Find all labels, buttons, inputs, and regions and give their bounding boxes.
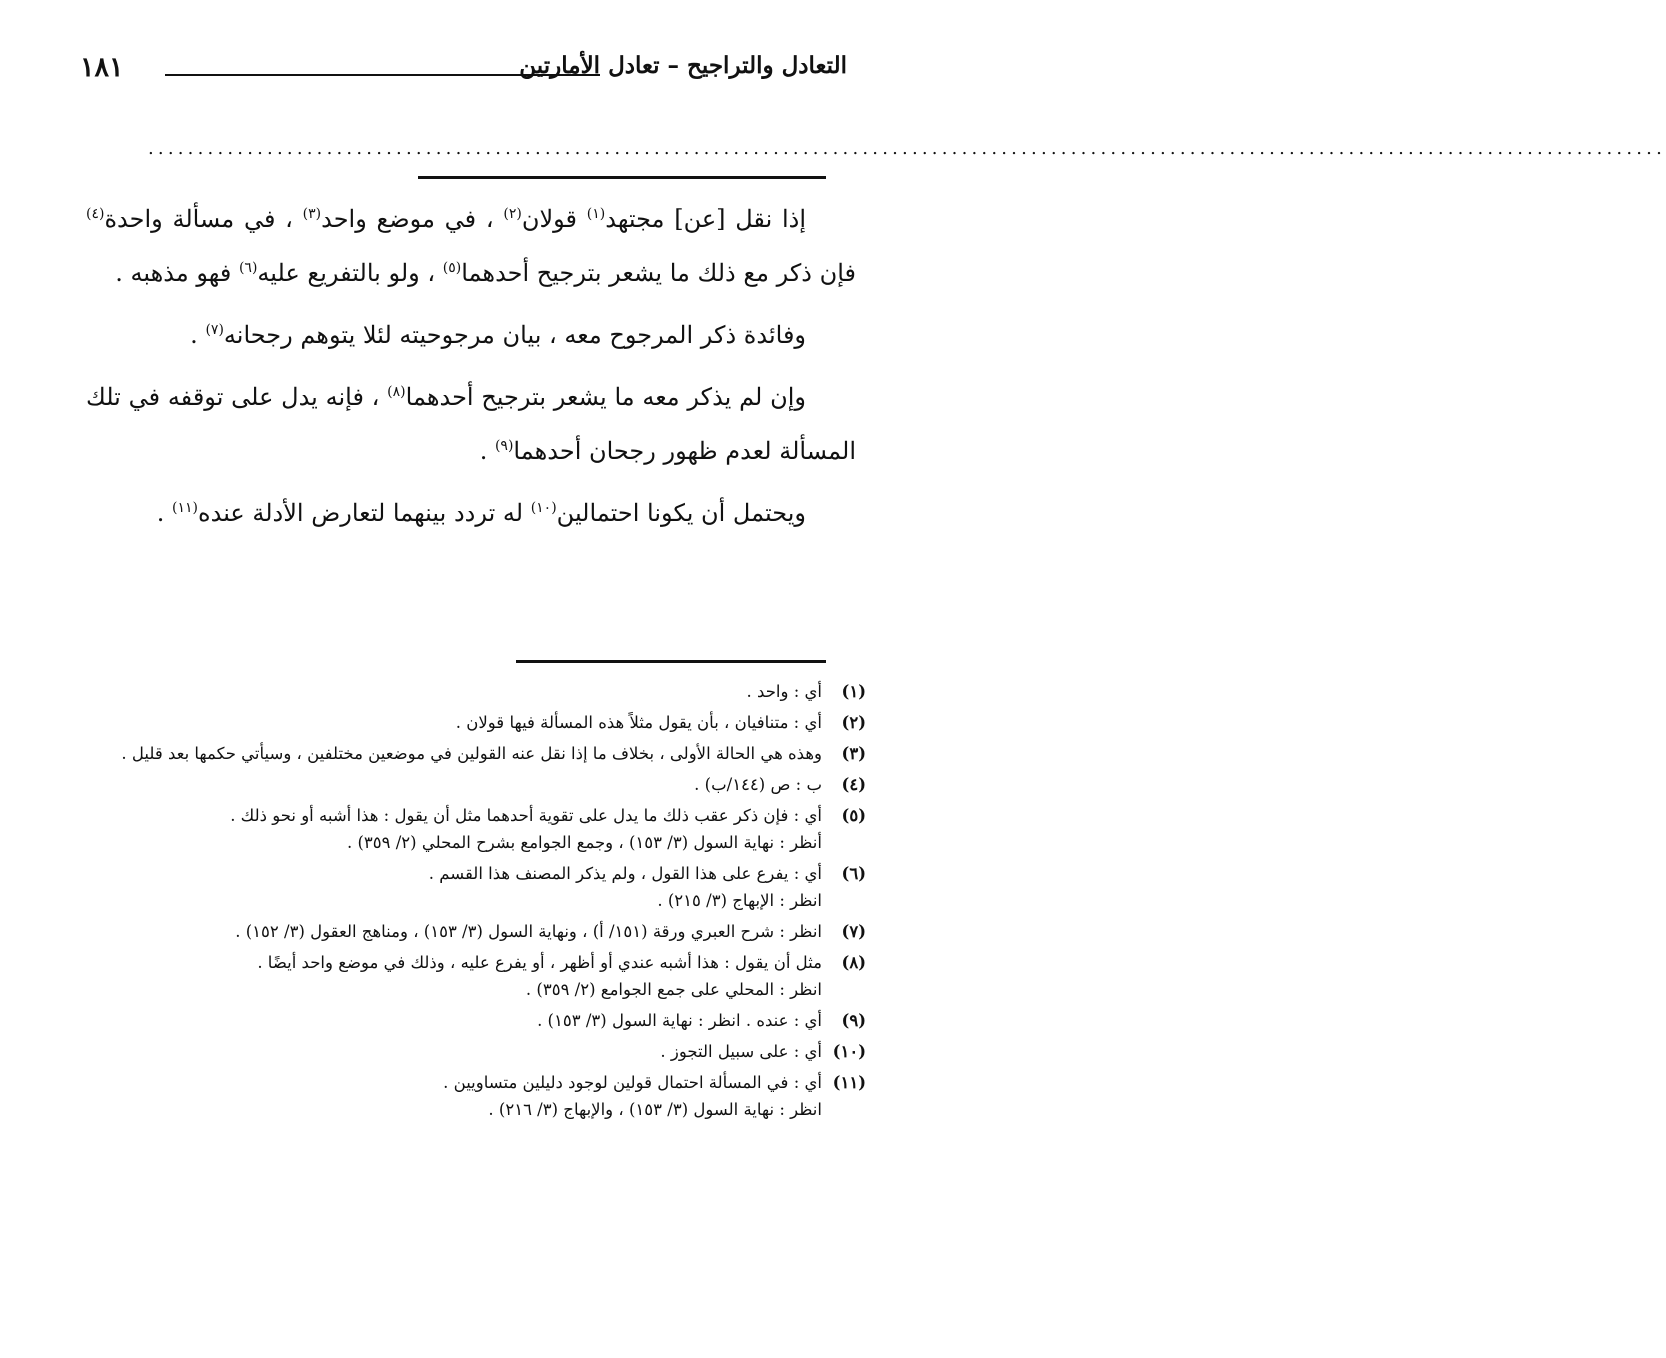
footnote-text [96,678,822,705]
paragraph-text: ويحتمل أن يكونا احتمالين [556,499,806,527]
footnote-line: أي : فإن ذكر عقب ذلك ما يدل على تقوية أحدهما مثل أن يقول : هذا أشبه أو نحو ذلك . [230,806,822,825]
paragraph-text: ، ولو بالتفريع عليه [257,259,443,287]
footnote-number: (١) [841,682,866,701]
main-text [86,192,856,548]
body-paragraph [86,486,856,540]
footnote [96,1038,866,1065]
footnote-text [96,949,822,1003]
running-header-title: التعادل والتراجيح – تعادل الأمارتين [519,52,847,79]
footnote-text [96,1007,822,1034]
section-rule [418,176,826,179]
footnote [96,802,866,856]
paragraph-text: ، في موضع واحد [321,205,504,233]
footnote-line: أي : يفرع على هذا القول ، ولم يذكر المصنف هذا القسم . [428,864,822,883]
paragraph-text: . [190,321,206,349]
footnote-text [96,918,822,945]
footnote-line: أي : على سبيل التجوز . [660,1042,822,1061]
footnote-number: (٩) [841,1011,866,1030]
paragraph-text: فإن ذكر مع ذلك ما يشعر بترجيح أحدهما [461,259,856,287]
footnote-text [96,1038,822,1065]
paragraph-text: قولان [521,205,587,233]
footnotes [96,678,866,1127]
footnote-number: (٣) [841,744,866,763]
footnote [96,1069,866,1123]
footnote-line: أنظر : نهاية السول (٣/ ١٥٣) ، وجمع الجوامع بشرح المحلي (٢/ ٣٥٩) . [346,833,822,852]
footnote-text [96,740,822,767]
paragraph-text: ، فإنه يدل على توقفه في تلك المسألة لعدم ظهور رجحان أحدهما [86,383,856,465]
running-header [80,52,847,96]
footnote-ref: (٢) [503,206,522,222]
footnote-text [96,709,822,736]
footnote-ref: (١١) [172,500,199,516]
body-paragraph [86,370,856,478]
footnote-line: أي : متنافيان ، بأن يقول مثلاً هذه المسألة فيها قولان . [455,713,822,732]
paragraph-text: إذا نقل [عن] مجتهد [605,205,806,233]
footnote [96,949,866,1003]
footnote [96,740,866,767]
paragraph-text: فهو مذهبه . [115,259,239,287]
footnote-number: (٦) [841,864,866,883]
footnote-text [96,860,822,914]
footnote-ref: (٧) [205,322,224,338]
footnote-number: (٨) [841,953,866,972]
footnote [96,860,866,914]
footnote-ref: (١) [586,206,606,222]
footnote [96,918,866,945]
footnote-rule [516,660,826,663]
footnote-number: (١١) [832,1073,866,1092]
paragraph-text: ، في مسألة واحدة [104,205,303,233]
footnote-ref: (٣) [302,206,322,222]
footnote-number: (١٠) [832,1042,866,1061]
footnote [96,678,866,705]
footnote [96,709,866,736]
footnote [96,1007,866,1034]
footnote-ref: (٨) [387,384,406,400]
footnote-number: (٤) [841,775,866,794]
footnote-text [96,802,822,856]
footnote-ref: (٥) [442,260,462,276]
footnote-number: (٥) [841,806,866,825]
footnote [96,771,866,798]
footnote-ref: (٦) [238,260,258,276]
paragraph-text: . [156,499,173,527]
paragraph-text: . [479,437,495,465]
footnote-line: أي : واحد . [746,682,822,701]
paragraph-text: وإن لم يذكر معه ما يشعر بترجيح أحدهما [405,383,806,411]
footnote-line: مثل أن يقول : هذا أشبه عندي أو أظهر ، أو يفرع عليه ، وذلك في موضع واحد أيضًا . [257,953,822,972]
footnote-line: انظر : شرح العبري ورقة (١٥١/ أ) ، ونهاية السول (٣/ ١٥٣) ، ومناهج العقول (٣/ ١٥٢) . [235,922,822,941]
footnote-number: (٧) [841,922,866,941]
paragraph-text: وفائدة ذكر المرجوح معه ، بيان مرجوحيته لئلا يتوهم رجحانه [223,321,806,349]
footnote-line: وهذه هي الحالة الأولى ، بخلاف ما إذا نقل عنه القولين في موضعين مختلفين ، وسيأتي حكمها بعد قليل . [121,744,822,763]
body-paragraph [86,192,856,300]
paragraph-text: له تردد بينهما لتعارض الأدلة عنده [198,499,531,527]
footnote-text [96,1069,822,1123]
footnote-ref: (٤) [86,206,105,222]
footnote-line: انظر : الإبهاج (٣/ ٢١٥) . [657,891,822,910]
header-rule [165,74,600,76]
body-paragraph [86,308,856,362]
footnote-line: ب : ص (١٤٤/ب) . [694,775,822,794]
dotted-separator: ......................................................................................................................................................... [148,138,1666,159]
footnote-line: انظر : المحلي على جمع الجوامع (٢/ ٣٥٩) . [525,980,822,999]
page-number: ١٨١ [80,52,124,83]
footnote-text [96,771,822,798]
footnote-line: انظر : نهاية السول (٣/ ١٥٣) ، والإبهاج (٣/ ٢١٦) . [488,1100,822,1119]
footnote-line: أي : عنده . انظر : نهاية السول (٣/ ١٥٣) . [537,1011,822,1030]
footnote-line: أي : في المسألة احتمال قولين لوجود دليلين متساويين . [443,1073,822,1092]
footnote-number: (٢) [841,713,866,732]
footnote-ref: (٩) [494,438,514,454]
footnote-ref: (١٠) [530,500,557,516]
